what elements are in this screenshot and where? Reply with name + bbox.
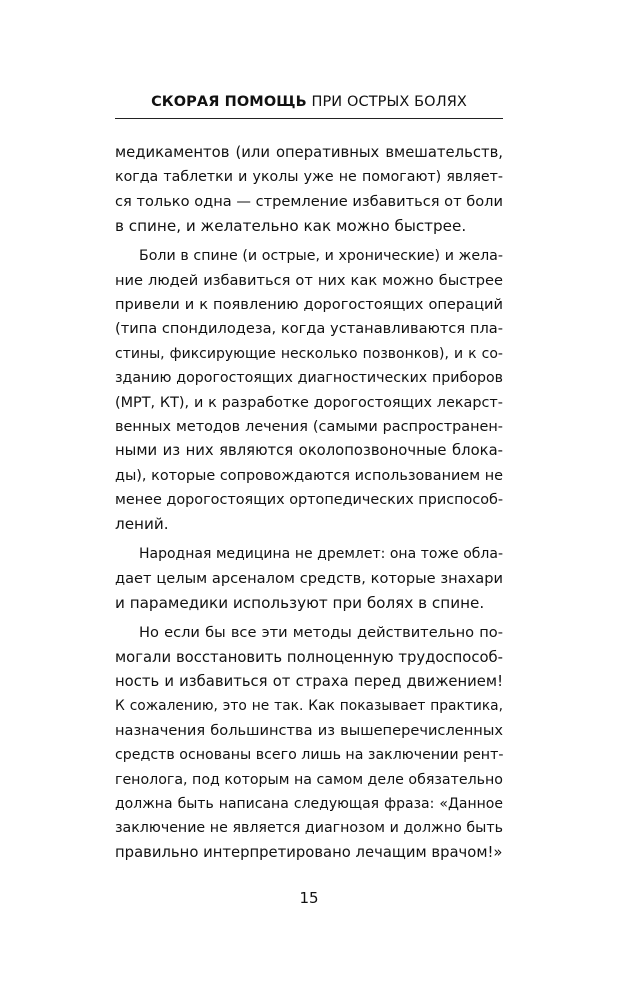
text-line: лений. [115,515,169,534]
header-title-bold: СКОРАЯ ПОМОЩЬ [151,94,307,110]
text-line: стины, фиксирующие несколько позвонков), и к со- [115,345,503,362]
text-line: зданию дорогостоящих диагностических приборов [115,370,503,387]
text-line: генолога, под которым на самом деле обязательно [115,771,503,788]
text-line: К сожалению, это не так. Как показывает практика, [115,698,503,715]
text-line: и парамедики используют при болях в спине. [115,594,485,613]
paragraph [115,542,503,615]
text-line: медикаментов (или оперативных вмешательств, [115,144,503,161]
text-line: правильно интерпретировано лечащим врачом!» [115,843,503,861]
text-line: ность и избавиться от страха перед движением! [115,672,503,690]
text-line: Народная медицина не дремлет: она тоже обла- [139,546,503,563]
running-header [115,91,503,113]
header-divider [115,118,503,119]
text-line: Боли в спине (и острые, и хронические) и жела- [139,248,503,265]
header-title-rest: ПРИ ОСТРЫХ БОЛЯХ [306,94,467,110]
text-line: Но если бы все эти методы действительно по- [139,624,503,642]
paragraph [115,244,503,537]
text-line: (МРТ, КТ), и к разработке дорогостоящих лекарст- [115,394,503,411]
text-line: ными из них являются околопозвоночные блока- [115,442,503,460]
text-line: назначения большинства из вышеперечисленных [115,721,503,739]
text-line: должна быть написана следующая фраза: «Данное [115,795,503,812]
text-line: в спине, и желательно как можно быстрее. [115,217,467,236]
text-line: менее дорогостоящих ортопедических приспособ- [115,492,504,509]
text-line: ды), которые сопровождаются использованием не [115,467,503,484]
text-line: ние людей избавиться от них как можно быстрее [115,271,503,289]
text-line: привели и к появлению дорогостоящих операций [115,295,503,313]
paragraph [115,141,503,239]
page-body-text [115,141,503,871]
page-number: 15 [299,889,319,907]
text-line: ся только одна — стремление избавиться от боли [115,192,503,210]
text-line: когда таблетки и уколы уже не помогают) являет- [115,169,503,186]
text-line: (типа спондилодеза, когда устанавливаются пла- [115,320,503,338]
text-line: дает целым арсеналом средств, которые знахари [115,569,503,587]
paragraph [115,621,503,865]
text-line: средств основаны всего лишь на заключении рент- [115,747,504,764]
text-line: заключение не является диагнозом и должно быть [115,820,503,837]
text-line: могали восстановить полноценную трудоспособ- [115,648,503,666]
text-line: венных методов лечения (самыми распространен- [115,418,503,435]
